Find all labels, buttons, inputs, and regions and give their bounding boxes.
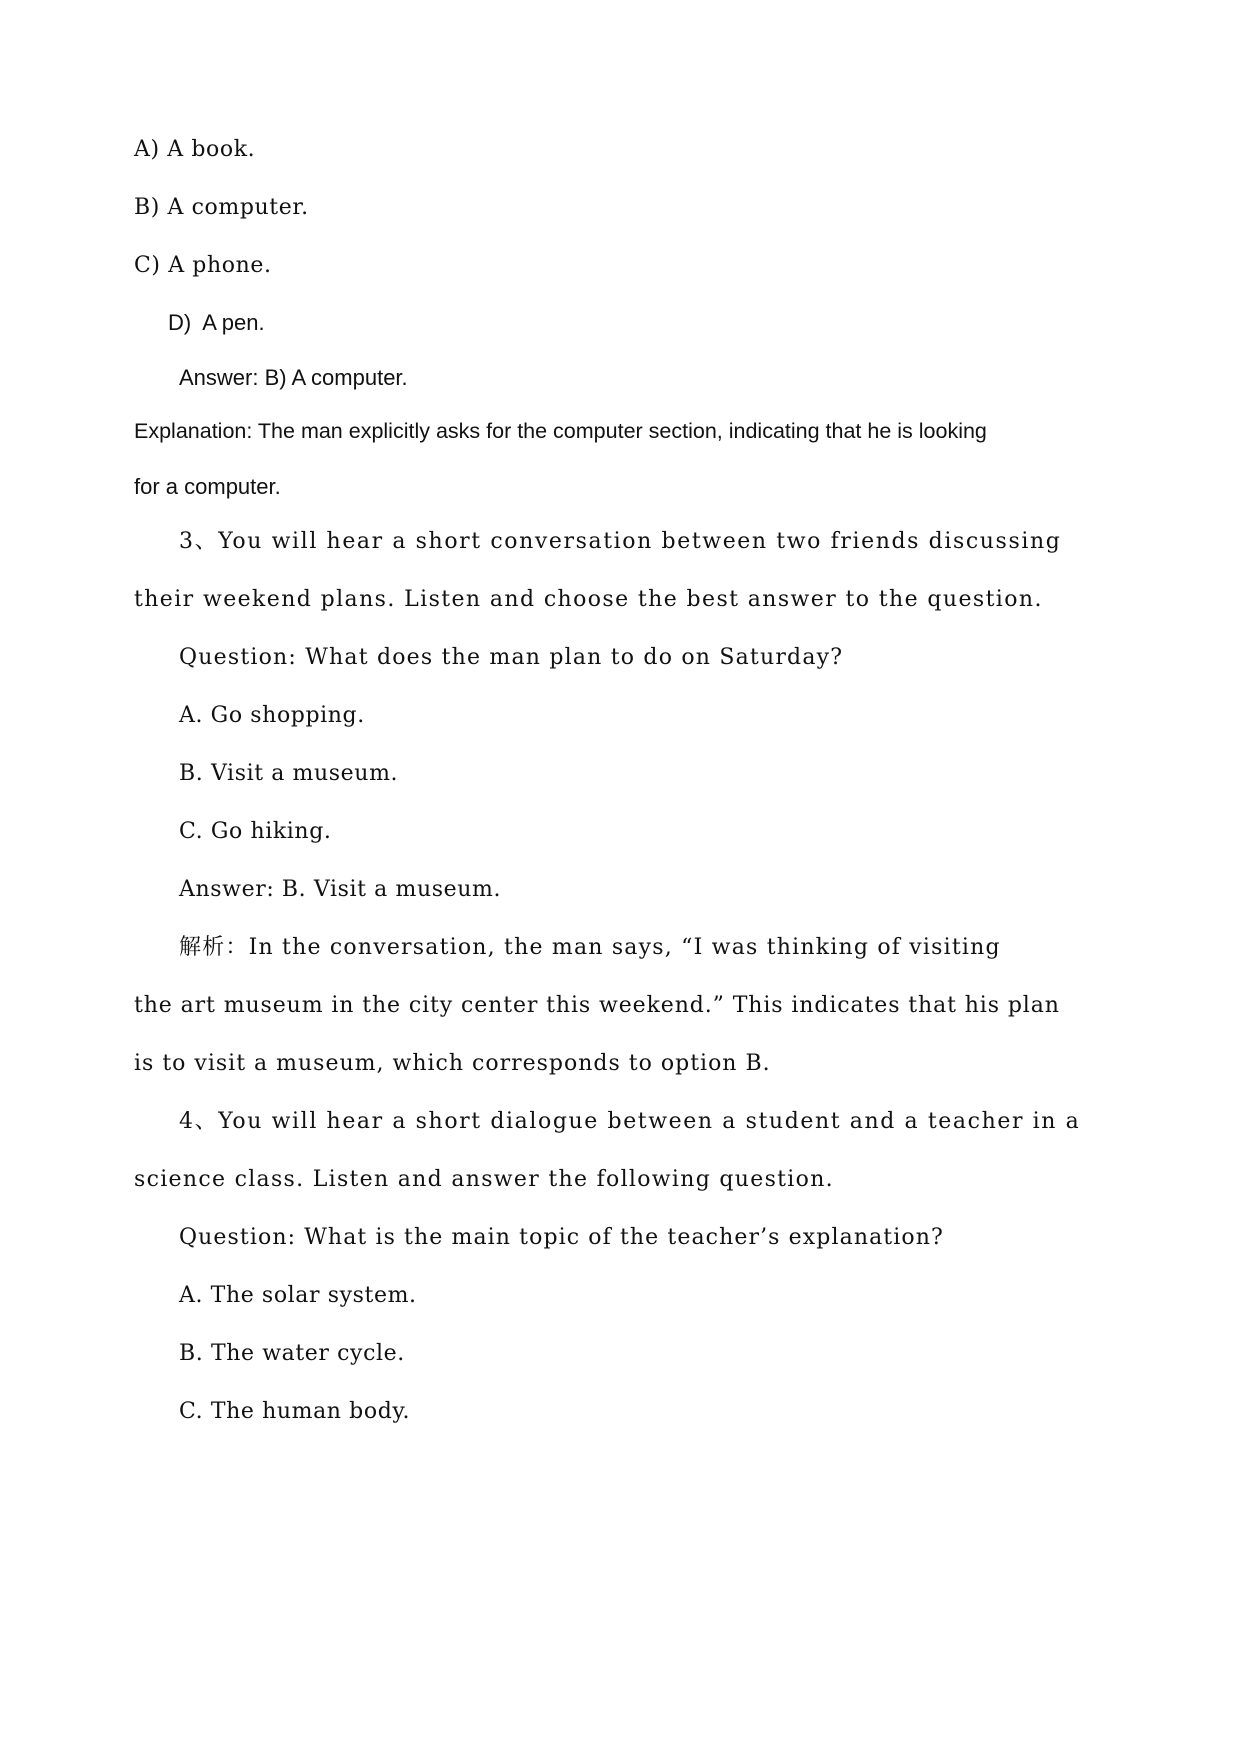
q2-option-a: A) A book. [134, 137, 256, 162]
q3-analysis-line-3: is to visit a museum, which corresponds to option B. [134, 1051, 771, 1076]
q2-option-d: D) A pen. [168, 310, 265, 335]
q4-prompt-line-2: science class. Listen and answer the following question. [134, 1167, 834, 1192]
q3-option-c: C. Go hiking. [179, 819, 332, 844]
q4-option-a: A. The solar system. [179, 1283, 417, 1308]
q2-explanation-line-1: Explanation: The man explicitly asks for the computer section, indicating that he is looking [134, 419, 987, 443]
q4-prompt-line-1: 4、You will hear a short dialogue between a student and a teacher in a [179, 1109, 1081, 1134]
q3-analysis-line-1: 解析：In the conversation, the man says, “I was thinking of visiting [179, 935, 1001, 960]
q3-option-b: B. Visit a museum. [179, 761, 399, 786]
q3-question: Question: What does the man plan to do on Saturday? [179, 645, 844, 670]
q4-question: Question: What is the main topic of the teacher’s explanation? [179, 1225, 944, 1250]
q3-option-a: A. Go shopping. [179, 703, 365, 728]
q3-prompt-line-2: their weekend plans. Listen and choose the best answer to the question. [134, 587, 1043, 612]
q3-answer: Answer: B. Visit a museum. [179, 877, 502, 902]
q2-explanation-line-2: for a computer. [134, 474, 281, 499]
q4-option-c: C. The human body. [179, 1399, 411, 1424]
q4-option-b: B. The water cycle. [179, 1341, 405, 1366]
q2-answer: Answer: B) A computer. [179, 365, 408, 390]
q2-option-c: C) A phone. [134, 253, 272, 278]
q2-option-b: B) A computer. [134, 195, 309, 220]
q3-prompt-line-1: 3、You will hear a short conversation between two friends discussing [179, 529, 1062, 554]
q3-analysis-line-2: the art museum in the city center this weekend.” This indicates that his plan [134, 993, 1060, 1018]
